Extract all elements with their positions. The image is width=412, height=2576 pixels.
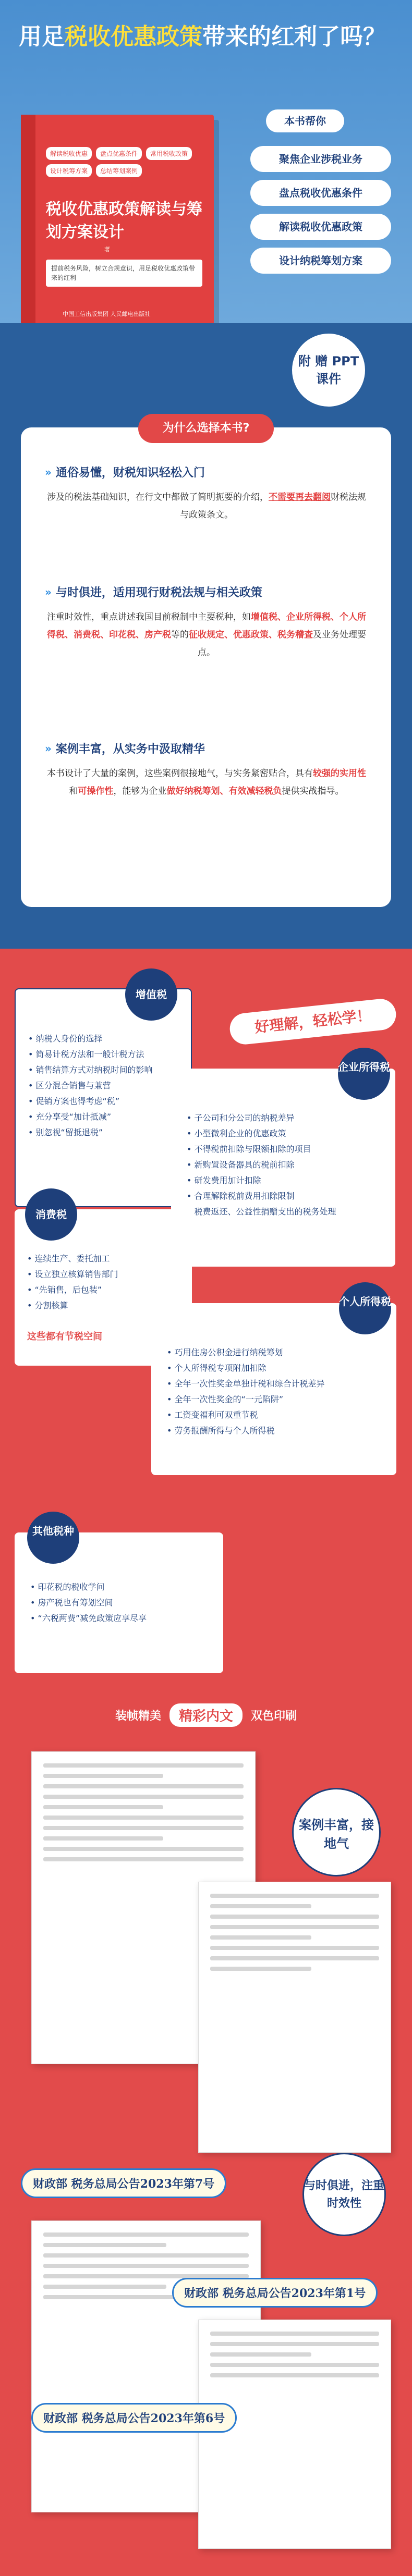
list-item: • 充分享受“加计抵减” (28, 1109, 153, 1125)
book-cover (21, 115, 214, 323)
book-chip: 常用税收政策 (146, 147, 192, 160)
list-item: • 不得税前扣除与限额扣除的项目 (187, 1142, 336, 1157)
list-item: • 研发费用加计扣除 (187, 1173, 336, 1188)
cons-list (27, 1251, 118, 1314)
other-card (15, 1525, 223, 1673)
why-section (0, 323, 412, 949)
why-card (21, 422, 391, 907)
book-chips (46, 147, 208, 177)
case-badge: 案例丰富，接地气 (292, 1788, 381, 1876)
why-highlight: 可操作性 (78, 786, 114, 796)
why-body (45, 488, 368, 524)
list-item: • 销售结算方式对纳税时间的影响 (28, 1062, 153, 1078)
list-item: • 分割核算 (27, 1298, 118, 1314)
other-list (30, 1579, 147, 1626)
sample-bar-mid: 精彩内文 (169, 1703, 243, 1727)
why-text: 提供实战指导。 (282, 786, 344, 796)
headline-pre: 用足 (19, 23, 65, 50)
book-title: 税收优惠政策解读与筹划方案设计 (46, 200, 202, 241)
sample-bar (0, 1699, 412, 1731)
gift-badge: 附 赠 PPT课件 (292, 334, 365, 407)
corp-card (171, 1061, 395, 1267)
list-item: • “六税两费”减免政策应享尽享 (30, 1611, 147, 1626)
why-block-3 (45, 740, 368, 800)
notice-tag: 财政部 税务总局公告2023年第1号 (172, 2278, 378, 2308)
chevron-icon: » (45, 742, 52, 755)
why-text: 本书设计了大量的案例，这些案例很接地气，与实务紧密贴合，具有 (47, 768, 313, 779)
list-item: • 个人所得税专项附加扣除 (167, 1360, 325, 1376)
why-highlight: 做好纳税筹划、有效减轻税负 (166, 786, 282, 796)
vat-label: 增值税 (125, 968, 177, 1021)
sample-bar-left: 装帧精美 (115, 1709, 161, 1723)
why-text: 涉及的税法基础知识，在行文中都做了简明扼要的介绍， (47, 492, 269, 502)
book-chip: 盘点优惠条件 (96, 147, 142, 160)
vat-list (28, 1031, 153, 1140)
why-body (45, 608, 368, 661)
list-item: • 促销方案也得考虑“税” (28, 1094, 153, 1109)
pit-card (151, 1295, 396, 1475)
cons-label: 消费税 (25, 1188, 77, 1241)
help-pill: 设计纳税筹划方案 (250, 248, 391, 274)
why-heading (45, 584, 368, 600)
timely-badge: 与时俱进，注重时效性 (302, 2153, 386, 2236)
why-heading-text: 通俗易懂，财税知识轻松入门 (55, 467, 205, 480)
helps-badge: 本书帮你 (266, 109, 344, 132)
why-body (45, 765, 368, 800)
categories-section (0, 949, 412, 1506)
why-block-2 (45, 584, 368, 661)
book-chip: 总结筹划案例 (96, 164, 142, 177)
list-item: • 房产税也有筹划空间 (30, 1595, 147, 1611)
list-item: • 连续生产、委托加工 (27, 1251, 118, 1267)
book-spine (21, 115, 35, 323)
list-item: • 全年一次性奖金的“一元陷阱” (167, 1392, 325, 1407)
why-highlight: 征收规定、优惠政策、税务稽查 (189, 630, 313, 640)
why-highlight: 较强的实用性 (313, 768, 366, 779)
notice-tag: 财政部 税务总局公告2023年第7号 (21, 2168, 226, 2198)
pit-label: 个人所得税 (339, 1282, 391, 1334)
samples-section (0, 1506, 412, 2576)
list-item: • 小型微利企业的优惠政策 (187, 1126, 336, 1142)
list-item: • 印花税的税收学问 (30, 1579, 147, 1595)
list-item: • 合理解除税前费用扣除限制 (187, 1188, 336, 1204)
cons-note: 这些都有节税空间 (27, 1331, 102, 1342)
why-text: 和 (69, 786, 78, 796)
why-highlight: 增值税、企业所得税、个人所得税、消费税、印花税、房产税 (47, 612, 366, 640)
book-tagline: 提前税务风险，树立合规意识，用足税收优惠政策带来的红利 (46, 260, 202, 287)
list-item: • 区分混合销售与兼营 (28, 1078, 153, 1094)
sample-page-2 (198, 1882, 391, 2153)
help-pill: 解读税收优惠政策 (250, 214, 391, 240)
list-item: • 新购置设备器具的税前扣除 (187, 1157, 336, 1173)
list-item: • 巧用住房公积金进行纳税筹划 (167, 1345, 325, 1360)
why-tab: 为什么选择本书? (138, 414, 274, 443)
why-text: 等的 (171, 630, 189, 640)
why-heading-text: 案例丰富，从实务中汲取精华 (55, 743, 205, 756)
list-item: • 简易计税方法和一般计税方法 (28, 1047, 153, 1062)
why-text: 注重时效性，重点讲述我国目前税制中主要税种，如 (47, 612, 251, 622)
why-text: 及业务处理要点。 (198, 630, 366, 658)
list-item: • 设立独立核算销售部门 (27, 1267, 118, 1282)
list-item: • 工资变福利可双重节税 (167, 1407, 325, 1423)
help-pill: 聚焦企业涉税业务 (250, 146, 391, 172)
why-heading-text: 与时俱进，适用现行财税法规与相关政策 (55, 586, 262, 599)
pit-list (167, 1345, 325, 1439)
list-item: • 子公司和分公司的纳税差异 (187, 1110, 336, 1126)
why-text: 财税法规与政策条文。 (180, 492, 366, 520)
list-item: • 劳务报酬所得与个人所得税 (167, 1423, 325, 1439)
why-text: ，能够为企业 (113, 786, 167, 796)
headline-post: 带来的红利了吗？ (202, 23, 386, 50)
headline-highlight: 税收优惠政策 (65, 23, 202, 50)
headline (19, 21, 394, 53)
chevron-icon: » (45, 585, 52, 598)
other-label: 其他税种 (27, 1512, 79, 1564)
chevron-icon: » (45, 465, 52, 479)
vat-card (15, 988, 192, 1207)
book-chip: 设计税筹方案 (46, 164, 92, 177)
corp-label: 企业所得税 (338, 1048, 390, 1100)
why-heading (45, 740, 368, 756)
hero-section (0, 0, 412, 323)
list-item: • 税费返还、公益性捐赠支出的税务处理 (187, 1204, 336, 1220)
list-item: • 别忽视“留抵退税” (28, 1125, 153, 1140)
book-chip: 解读税收优惠 (46, 147, 92, 160)
notice-tag: 财政部 税务总局公告2023年第6号 (31, 2403, 237, 2433)
why-highlight: 不需要再去翻阅 (269, 492, 331, 502)
list-item: • 纳税人身份的选择 (28, 1031, 153, 1047)
slogan: 好理解，轻松学！ (228, 997, 398, 1046)
corp-list (187, 1110, 336, 1220)
list-item: • “先销售，后包装” (27, 1282, 118, 1298)
help-pill: 盘点税收优惠条件 (250, 180, 391, 206)
publisher-logo: 中国工信出版集团 人民邮电出版社 (63, 311, 151, 317)
why-block-1 (45, 464, 368, 524)
book-author: 著 (104, 246, 110, 253)
sample-page-4 (198, 2320, 391, 2549)
sample-bar-right: 双色印刷 (251, 1709, 297, 1723)
why-heading (45, 464, 368, 480)
list-item: • 全年一次性奖金单独计税和综合计税差异 (167, 1376, 325, 1392)
